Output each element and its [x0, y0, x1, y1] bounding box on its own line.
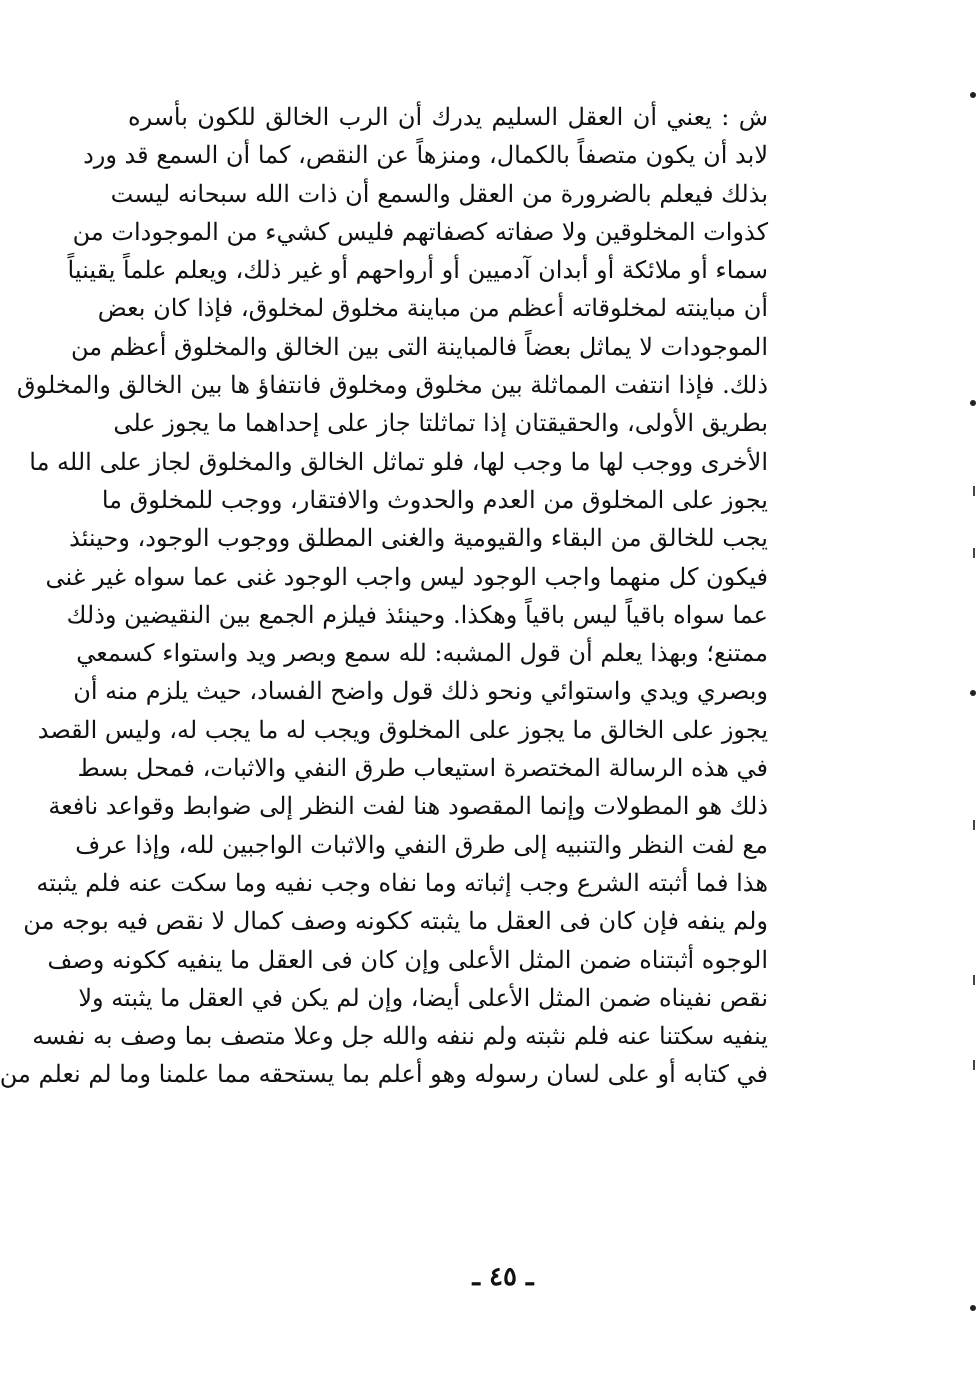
text-line: في كتابه أو على لسان رسوله وهو أعلم بما يستحقه مما علمنا وما لم نعلم من [0, 1060, 768, 1089]
page-number: ـ ٤٥ ـ [472, 1262, 534, 1292]
text-line: سماء أو ملائكة أو أبدان آدميين أو أرواحهم أو غير ذلك، ويعلم علماً يقينياً [67, 256, 768, 285]
text-line: بذلك فيعلم بالضرورة من العقل والسمع أن ذات الله سبحانه ليست [110, 179, 768, 208]
text-line: كذوات المخلوقين ولا صفاته كصفاتهم فليس كشيء من الموجودات من [72, 217, 768, 246]
text-line: يجب للخالق من البقاء والقيومية والغنى المطلق ووجوب الوجود، وحينئذ [69, 524, 768, 553]
text-line: مع لفت النظر والتنبيه إلى طرق النفي والاثبات الواجبين لله، وإذا عرف [75, 830, 768, 859]
scan-mark [973, 486, 975, 496]
text-line: هذا فما أثبته الشرع وجب إثباته وما نفاه وجب نفيه وما سكت عنه فلم يثبته [36, 868, 768, 897]
text-line: بطريق الأولى، والحقيقتان إذا تماثلتا جاز على إحداهما ما يجوز على [113, 409, 768, 438]
text-line: يجوز على الخالق ما يجوز على المخلوق ويجب له ما يجب له، وليس القصد [37, 715, 768, 744]
text-line: الموجودات لا يماثل بعضاً فالمباينة التى بين الخالق والمخلوق أعظم من [70, 332, 768, 361]
scan-mark [970, 690, 976, 696]
text-line: ش : يعني أن العقل السليم يدرك أن الرب الخالق للكون بأسره [128, 103, 768, 131]
scan-mark [970, 400, 976, 406]
text-line: الوجوه أثبتناه ضمن المثل الأعلى وإن كان فى العقل ما ينفيه ككونه وصف [47, 945, 768, 974]
scan-mark [973, 975, 975, 985]
text-line: ممتنع؛ وبهذا يعلم أن قول المشبه: لله سمع وبصر ويد واستواء كسمعي [76, 639, 768, 668]
text-line: أن مباينته لمخلوقاته أعظم من مباينة مخلوق لمخلوق، فإذا كان بعض [97, 294, 768, 323]
text-line: الأخرى ووجب لها ما وجب لها، فلو تماثل الخالق والمخلوق لجاز على الله ما [29, 447, 768, 476]
scan-mark [970, 92, 976, 98]
scan-mark [973, 820, 975, 830]
scan-mark [973, 548, 975, 558]
text-line: ينفيه سكتنا عنه فلم نثبته ولم ننفه والله جل وعلا متصف بما وصف به نفسه [32, 1022, 768, 1051]
scan-mark [973, 1060, 975, 1070]
text-line: عما سواه باقياً ليس باقياً وهكذا. وحينئذ فيلزم الجمع بين النقيضين وذلك [66, 600, 768, 629]
text-line: ولم ينفه فإن كان فى العقل ما يثبته ككونه وصف كمال لا نقص فيه بوجه من [23, 907, 768, 936]
text-line: لابد أن يكون متصفاً بالكمال، ومنزهاً عن النقص، كما أن السمع قد ورد [83, 141, 768, 170]
text-line: يجوز على المخلوق من العدم والحدوث والافتقار، ووجب للمخلوق ما [101, 485, 768, 514]
text-line: فيكون كل منهما واجب الوجود ليس واجب الوجود غنى عما سواه غير غنى [45, 562, 768, 591]
text-line: ذلك هو المطولات وإنما المقصود هنا لفت النظر إلى ضوابط وقواعد نافعة [48, 792, 768, 821]
text-line: نقص نفيناه ضمن المثل الأعلى أيضا، وإن لم يكن في العقل ما يثبته ولا [78, 983, 768, 1012]
text-line: في هذه الرسالة المختصرة استيعاب طرق النفي والاثبات، فمحل بسط [77, 754, 768, 783]
scan-mark [970, 1305, 976, 1311]
text-line: ذلك. فإذا انتفت المماثلة بين مخلوق ومخلوق فانتفاؤ ها بين الخالق والمخلوق [16, 371, 768, 400]
body-text [0, 98, 768, 1094]
text-line: وبصري ويدي واستوائي ونحو ذلك قول واضح الفساد، حيث يلزم منه أن [73, 677, 768, 706]
